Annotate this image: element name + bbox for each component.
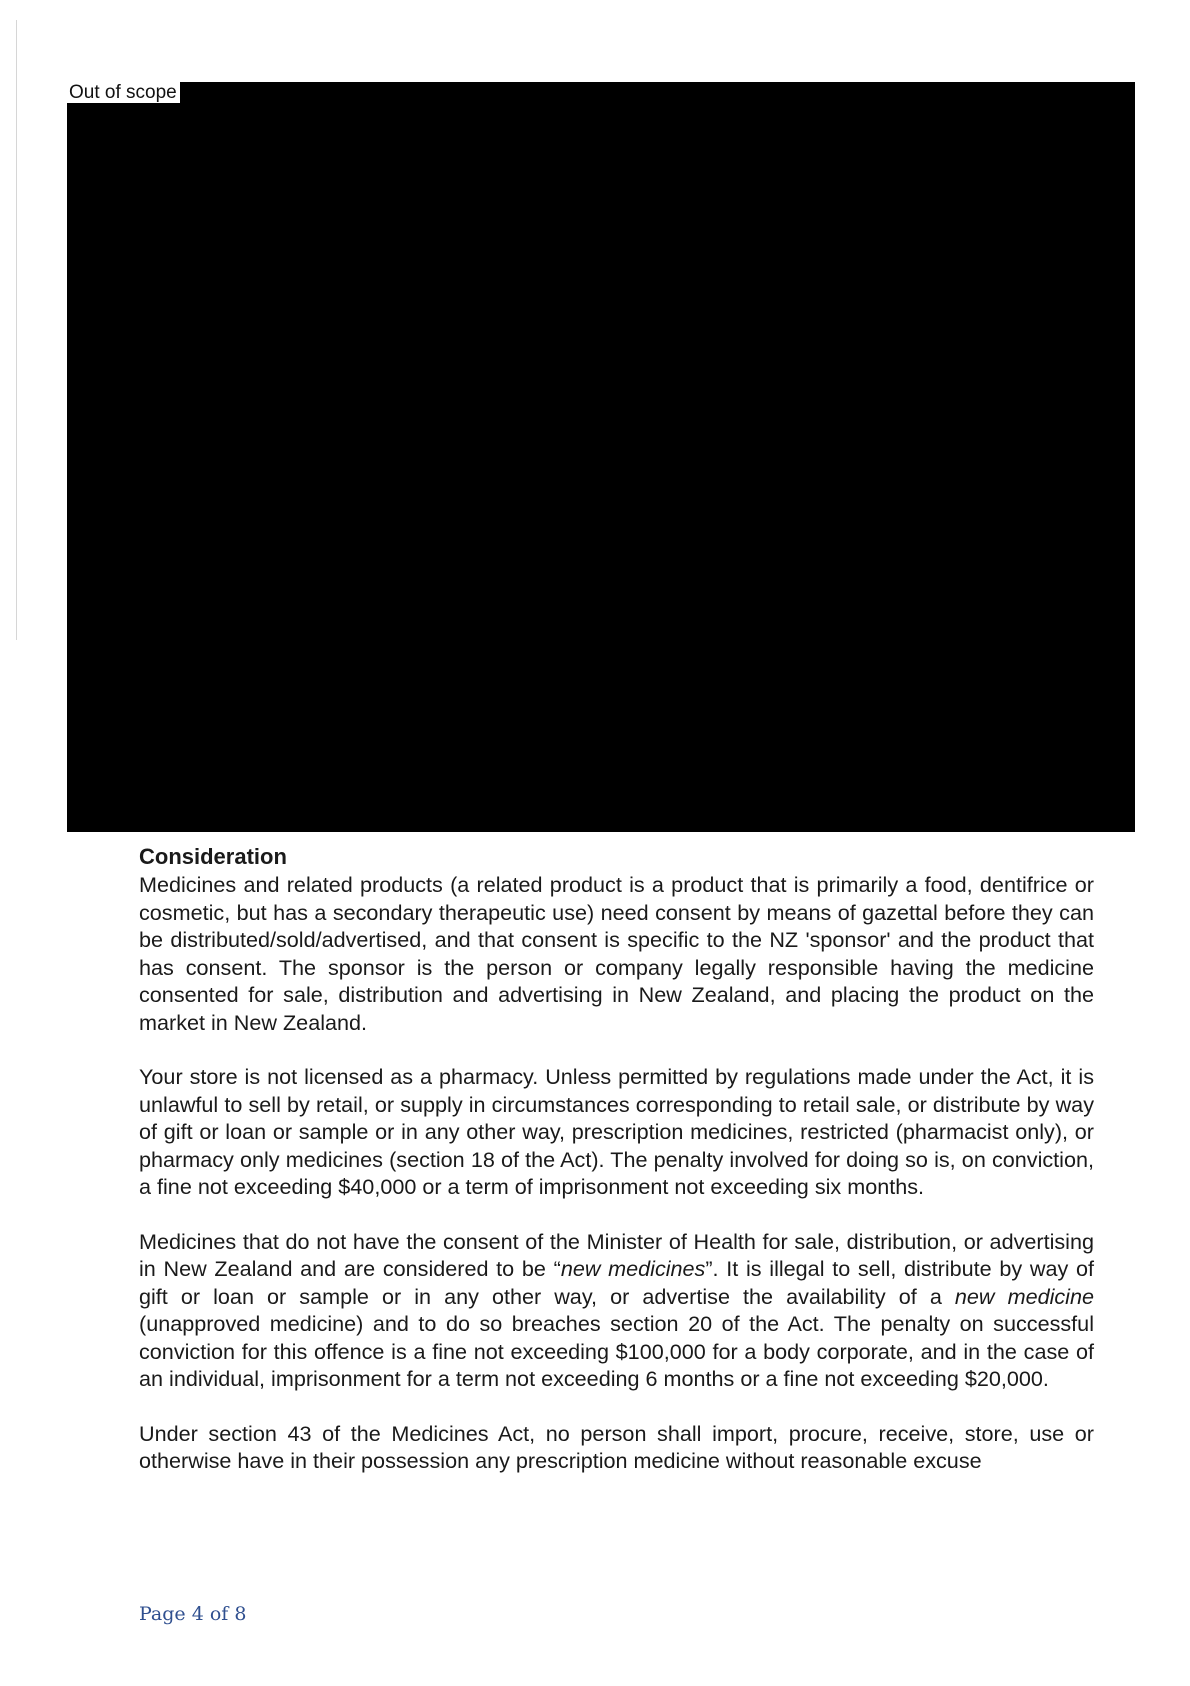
new-medicine-emphasis: new medicine xyxy=(954,1283,1094,1309)
new-medicines-text-part: (unapproved medicine) and to do so breaches section 20 of the Act. The penalty on successful conviction for this offence is a fine not exceeding $100,000 for a body corporate, and in the case of an individual, imprisonment for a term not exceeding 6 months or a fine not exceeding $20,000. xyxy=(139,1311,1094,1391)
redaction-label: Out of scope xyxy=(67,82,180,103)
section-heading: Consideration xyxy=(139,844,287,869)
consideration-section xyxy=(139,843,1094,1475)
new-medicines-text-part: Medicines that do not have the consent of the Minister of Health for sale, distribution, or advertising in New Zealand and are considered to be “ xyxy=(139,1228,1094,1281)
paragraph-new-medicines xyxy=(139,1228,1094,1393)
new-medicines-text-part: ”. It is illegal to sell, distribute by way of gift or loan or sample or in any other way, or advertise the availability of a xyxy=(139,1256,1094,1309)
paragraph-consent: Medicines and related products (a related product is a product that is primarily a food, dentifrice or cosmetic, but has a secondary therapeutic use) need consent by means of gazettal before they can be distributed/sold/advertised, and that consent is specific to the NZ 'sponsor' and the product that has consent. The sponsor is the person or company legally responsible having the medicine consented for sale, distribution and advertising in New Zealand, and placing the product on the market in New Zealand. xyxy=(139,872,1094,1035)
page-number: Page 4 of 8 xyxy=(139,1603,247,1625)
paragraph-section-43: Under section 43 of the Medicines Act, no person shall import, procure, receive, store, use or otherwise have in their possession any prescription medicine without reasonable excuse xyxy=(139,1420,1094,1473)
paragraph-pharmacy-licence: Your store is not licensed as a pharmacy. Unless permitted by regulations made under the Act, it is unlawful to sell by retail, or supply in circumstances corresponding to retail sale, or distribute by way of gift or loan or sample or in any other way, prescription medicines, restricted (pharmacist only), or pharmacy only medicines (section 18 of the Act). The penalty involved for doing so is, on conviction, a fine not exceeding $40,000 or a term of imprisonment not exceeding six months. xyxy=(139,1064,1094,1199)
new-medicines-emphasis: new medicines xyxy=(560,1256,706,1281)
redacted-block xyxy=(67,82,1135,832)
scan-edge-line xyxy=(16,20,17,640)
